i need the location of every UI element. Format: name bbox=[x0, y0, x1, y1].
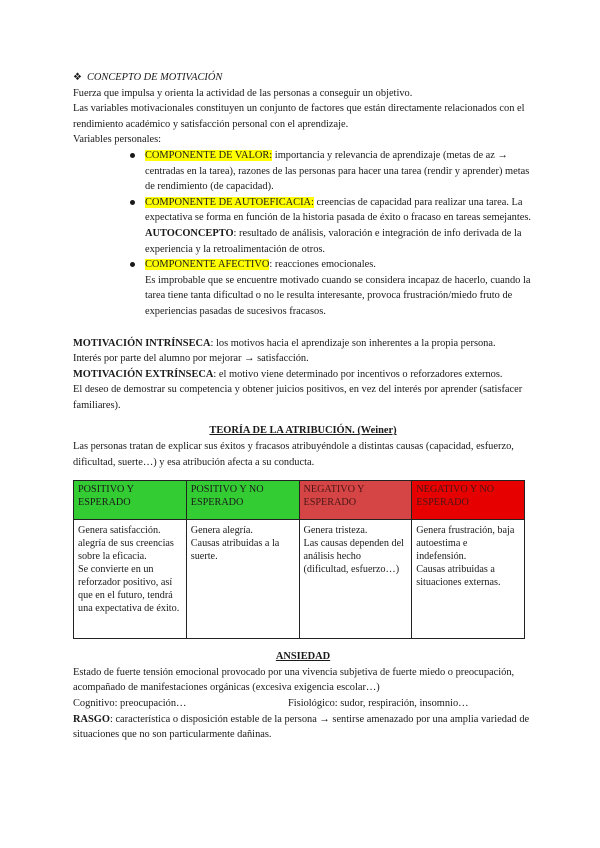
attribution-intro: Las personas tratan de explicar sus éxitos y fracasos atribuyéndole a distintas causas (capacidad, esfuerzo, dificultad, suerte…) y esa atribución afecta a su conducta. bbox=[73, 441, 514, 468]
anxiety-types bbox=[73, 696, 533, 712]
cell-positive-unexpected: Genera alegría. Causas atribuidas a la suerte. bbox=[186, 520, 299, 639]
extrinsic-text: : el motivo viene determinado por incentivos o reforzadores externos. bbox=[213, 368, 503, 380]
extrinsic-example: El deseo de demostrar su competencia y obtener juicios positivos, en vez del interés por aprender (satisfacer familiares). bbox=[73, 384, 523, 411]
intrinsic-example: Interés por parte del alumno por mejorar → satisfacción. bbox=[73, 353, 309, 365]
attribution-header-row bbox=[74, 481, 525, 520]
extrinsic-paragraph bbox=[73, 367, 533, 383]
affective-extra: Es improbable que se encuentre motivado cuando se considera incapaz de hacerlo, cuando la tarea tiene tanta dificultad o no le resulta interesante, provoca frustración/miedo fruto de experiencias pasadas de sucesivos fracasos. bbox=[145, 274, 531, 317]
cell-negative-unexpected: Genera frustración, baja autoestima e indefensión. Causas atribuidas a situaciones externas. bbox=[412, 520, 525, 639]
component-affective-text: : reacciones emocionales. bbox=[269, 259, 376, 271]
component-value bbox=[145, 148, 533, 195]
motivation-variables: Las variables motivacionales constituyen un conjunto de factores que están directamente relacionados con el rendimiento académico y satisfacción personal con el aprendizaje. bbox=[73, 103, 525, 130]
header-negative-unexpected: NEGATIVO Y NO ESPERADO bbox=[412, 481, 525, 520]
motivation-heading bbox=[73, 70, 533, 86]
anxiety-definition: Estado de fuerte tensión emocional provocado por una vivencia subjetiva de fuerte miedo o preocupación, acompañado de manifestaciones orgánicas (excesiva exigencia escolar…) bbox=[73, 666, 515, 694]
trait-text: : característica o disposición estable de la persona → sentirse amenazado por una amplia variedad de situaciones que no son particularmente dañinas. bbox=[73, 713, 530, 741]
header-positive-unexpected: POSITIVO Y NO ESPERADO bbox=[186, 481, 299, 520]
selfconcept-paragraph bbox=[145, 226, 533, 257]
document-page bbox=[73, 70, 533, 743]
component-value-text: importancia y relevancia de aprendizaje (metas de az → centradas en la tarea), razones de las personas para hacer una tarea (rendir y aprender) metas de rendimiento (de capacidad). bbox=[145, 149, 530, 193]
intrinsic-text: : los motivos hacia el aprendizaje son inherentes a la propia persona. bbox=[210, 337, 496, 349]
header-negative-expected: NEGATIVO Y ESPERADO bbox=[299, 481, 412, 520]
bullet-dot-icon bbox=[130, 200, 135, 205]
component-value-label: COMPONENTE DE VALOR: bbox=[145, 149, 273, 161]
extrinsic-label: MOTIVACIÓN EXTRÍNSECA bbox=[73, 368, 214, 380]
anxiety-title: ANSIEDAD bbox=[275, 651, 331, 663]
selfconcept-label: AUTOCONCEPTO bbox=[145, 227, 234, 239]
component-selfefficacy bbox=[145, 195, 533, 257]
component-selfefficacy-label: COMPONENTE DE AUTOEFICACIA: bbox=[145, 196, 314, 208]
anxiety-physiological: Fisiológico: sudor, respiración, insomnio… bbox=[288, 698, 469, 710]
attribution-table bbox=[73, 480, 525, 639]
diamond-bullet-icon: ❖ bbox=[73, 72, 82, 83]
attribution-title: TEORÍA DE LA ATRIBUCIÓN. (Weiner) bbox=[209, 425, 397, 437]
motivation-title: CONCEPTO DE MOTIVACIÓN bbox=[87, 72, 223, 83]
trait-paragraph bbox=[73, 712, 533, 743]
personal-variables-label: Variables personales: bbox=[73, 134, 161, 146]
cell-negative-expected: Genera tristeza. Las causas dependen del análisis hecho (dificultad, esfuerzo…) bbox=[299, 520, 412, 639]
components-list bbox=[73, 148, 533, 320]
cell-positive-expected: Genera satisfacción. alegría de sus creencias sobre la eficacia. Se convierte en un reforzador positivo, así que en el futuro, tendrá una expectativa de éxito. bbox=[74, 520, 187, 639]
intrinsic-paragraph bbox=[73, 336, 533, 352]
motivation-definition: Fuerza que impulsa y orienta la actividad de las personas a conseguir un objetivo. bbox=[73, 87, 413, 99]
bullet-dot-icon bbox=[130, 153, 135, 158]
bullet-dot-icon bbox=[130, 262, 135, 267]
attribution-body-row bbox=[74, 520, 525, 639]
component-affective-label: COMPONENTE AFECTIVO bbox=[145, 259, 270, 271]
anxiety-cognitive: Cognitivo: preocupación… bbox=[73, 698, 187, 710]
intrinsic-label: MOTIVACIÓN INTRÍNSECA bbox=[73, 337, 211, 349]
component-affective bbox=[145, 257, 533, 319]
header-positive-expected: POSITIVO Y ESPERADO bbox=[74, 481, 187, 520]
selfconcept-text: : resultado de análisis, valoración e integración de info derivada de la experiencia y la retroalimentación de otros. bbox=[145, 227, 522, 255]
component-selfefficacy-text: creencias de capacidad para realizar una tarea. La expectativa se forma en función de la historia pasada de éxito o fracaso en tareas semejantes. bbox=[145, 196, 532, 224]
trait-label: RASGO bbox=[73, 713, 110, 725]
